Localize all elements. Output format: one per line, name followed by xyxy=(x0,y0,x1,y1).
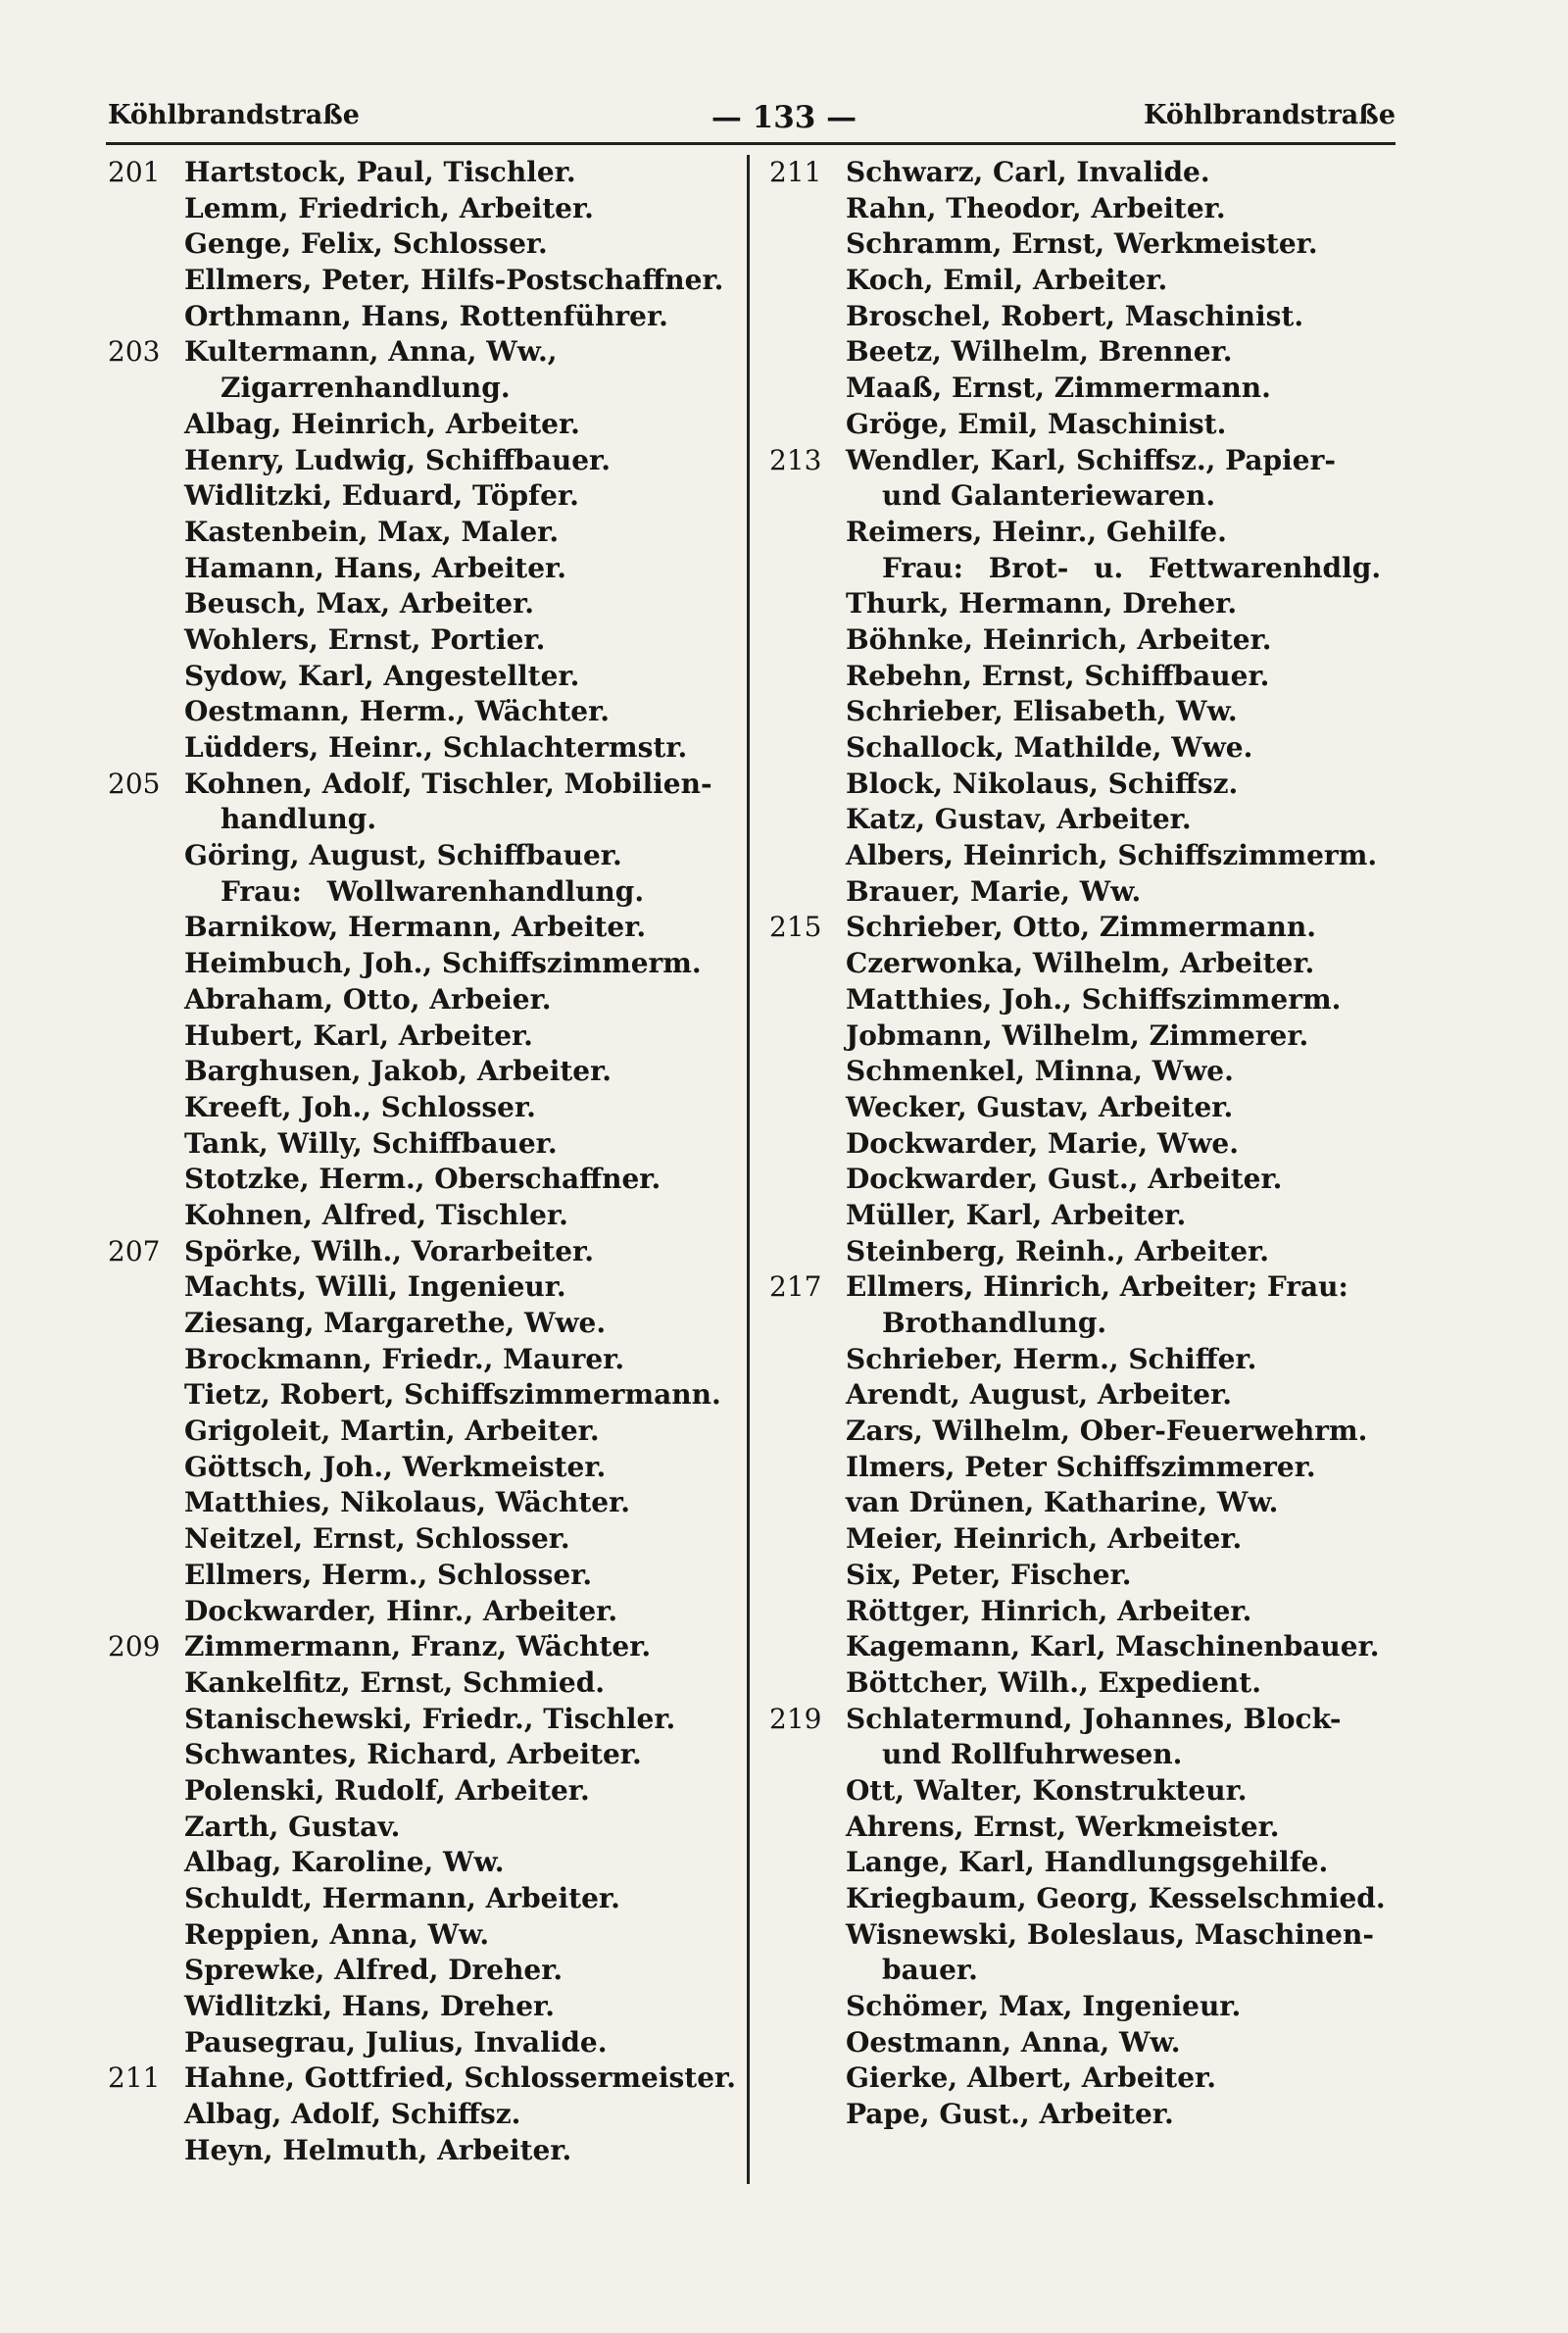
directory-entry xyxy=(108,1018,737,1055)
resident-name: Pausegrau, Julius, Invalide. xyxy=(184,2025,608,2059)
directory-entry xyxy=(108,1234,737,1270)
resident-name: Spörke, Wilh., Vorarbeiter. xyxy=(184,1234,594,1267)
page-number: — 133 — xyxy=(710,100,858,135)
directory-entry xyxy=(769,1450,1404,1486)
entry-continuation: Frau: Brot- u. Fettwarenhdlg. xyxy=(882,551,1382,584)
directory-entry xyxy=(108,155,737,191)
resident-name: Neitzel, Ernst, Schlosser. xyxy=(184,1522,570,1556)
resident-name: Böttcher, Wilh., Expedient. xyxy=(846,1665,1261,1699)
directory-entry xyxy=(769,802,1404,838)
resident-name: Göring, August, Schiffbauer. xyxy=(184,839,622,872)
resident-name: Kreeft, Joh., Schlosser. xyxy=(184,1090,536,1123)
directory-entry xyxy=(108,407,737,443)
directory-entry xyxy=(769,1126,1404,1163)
directory-entry xyxy=(769,1306,1404,1342)
resident-name: Sprewke, Alfred, Dreher. xyxy=(184,1954,564,1987)
directory-entry xyxy=(108,1342,737,1378)
directory-entry xyxy=(769,299,1404,335)
directory-entry xyxy=(769,946,1404,982)
directory-entry xyxy=(108,1090,737,1126)
resident-name: Grigoleit, Martin, Arbeiter. xyxy=(184,1415,600,1448)
directory-entry xyxy=(769,1558,1404,1594)
resident-name: Beetz, Wilhelm, Brenner. xyxy=(846,335,1233,369)
directory-entry xyxy=(769,1594,1404,1630)
entry-continuation: Brothandlung. xyxy=(882,1307,1107,1339)
resident-name: Schuldt, Hermann, Arbeiter. xyxy=(184,1882,620,1914)
resident-name: Dockwarder, Marie, Wwe. xyxy=(846,1126,1239,1160)
directory-entry xyxy=(108,334,737,371)
resident-name: Oestmann, Anna, Ww. xyxy=(846,2025,1181,2059)
resident-name: Zarth, Gustav. xyxy=(184,1810,401,1843)
resident-name: Ott, Walter, Konstrukteur. xyxy=(846,1773,1248,1807)
directory-entry xyxy=(108,1377,737,1414)
directory-entry xyxy=(769,1881,1404,1917)
resident-name: Ellmers, Peter, Hilfs-Postschaffner. xyxy=(184,264,724,297)
directory-entry xyxy=(769,2060,1404,2097)
directory-entry xyxy=(769,1665,1404,1702)
directory-entry xyxy=(108,874,737,911)
resident-name: Schramm, Ernst, Werkmeister. xyxy=(846,227,1318,261)
directory-entry xyxy=(108,694,737,730)
directory-entry xyxy=(769,767,1404,803)
resident-name: Schallock, Mathilde, Wwe. xyxy=(846,731,1253,764)
resident-name: Machts, Willi, Ingenieur. xyxy=(184,1270,566,1304)
directory-entry xyxy=(108,515,737,551)
resident-name: Ahrens, Ernst, Werkmeister. xyxy=(846,1810,1280,1843)
resident-name: Kankelfitz, Ernst, Schmied. xyxy=(184,1665,606,1699)
resident-name: Arendt, August, Arbeiter. xyxy=(846,1378,1233,1412)
resident-name: Röttger, Hinrich, Arbeiter. xyxy=(846,1594,1252,1627)
header-rule xyxy=(106,142,1396,145)
resident-name: Genge, Felix, Schlosser. xyxy=(184,227,548,261)
resident-name: Schömer, Max, Ingenieur. xyxy=(846,1990,1242,2023)
resident-name: Albers, Heinrich, Schiffszimmerm. xyxy=(846,839,1378,872)
directory-entry xyxy=(769,910,1404,946)
resident-name: Koch, Emil, Arbeiter. xyxy=(846,264,1168,297)
right-column xyxy=(769,155,1404,2133)
resident-name: Dockwarder, Hinr., Arbeiter. xyxy=(184,1594,618,1627)
directory-entry xyxy=(108,910,737,946)
directory-entry xyxy=(108,1521,737,1558)
directory-entry xyxy=(769,1054,1404,1090)
directory-entry xyxy=(769,1702,1404,1738)
resident-name: Ellmers, Herm., Schlosser. xyxy=(184,1558,593,1591)
directory-entry xyxy=(108,982,737,1018)
resident-name: Czerwonka, Wilhelm, Arbeiter. xyxy=(846,947,1315,980)
resident-name: Heyn, Helmuth, Arbeiter. xyxy=(184,2133,572,2166)
directory-entry xyxy=(769,1234,1404,1270)
running-head-left: Köhlbrandstraße xyxy=(108,100,360,130)
resident-name: Ilmers, Peter Schiffszimmerer. xyxy=(846,1450,1316,1483)
directory-entry xyxy=(108,551,737,587)
resident-name: Schlatermund, Johannes, Block- xyxy=(846,1702,1342,1735)
resident-name: Meier, Heinrich, Arbeiter. xyxy=(846,1522,1243,1556)
directory-entry xyxy=(108,1485,737,1521)
resident-name: Kohnen, Adolf, Tischler, Mobilien- xyxy=(184,767,712,800)
resident-name: Hahne, Gottfried, Schlossermeister. xyxy=(184,2061,736,2095)
resident-name: Wohlers, Ernst, Portier. xyxy=(184,622,546,656)
directory-entry xyxy=(108,2025,737,2061)
resident-name: Dockwarder, Gust., Arbeiter. xyxy=(846,1163,1283,1196)
entry-continuation: Zigarrenhandlung. xyxy=(220,372,511,405)
resident-name: Wecker, Gustav, Arbeiter. xyxy=(846,1090,1234,1123)
directory-entry xyxy=(769,1377,1404,1414)
resident-name: Rebehn, Ernst, Schiffbauer. xyxy=(846,659,1270,692)
directory-entry xyxy=(769,1414,1404,1450)
resident-name: Gröge, Emil, Maschinist. xyxy=(846,407,1227,440)
resident-name: Lüdders, Heinr., Schlachtermstr. xyxy=(184,731,688,764)
directory-entry xyxy=(108,1054,737,1090)
directory-entry xyxy=(769,1953,1404,1989)
directory-entry xyxy=(108,191,737,227)
resident-name: Hubert, Karl, Arbeiter. xyxy=(184,1018,533,1052)
directory-entry xyxy=(769,874,1404,911)
directory-entry xyxy=(769,191,1404,227)
resident-name: Widlitzki, Eduard, Töpfer. xyxy=(184,479,579,513)
directory-entry xyxy=(108,478,737,515)
resident-name: Schwantes, Richard, Arbeiter. xyxy=(184,1738,642,1771)
directory-entry xyxy=(108,838,737,874)
directory-entry xyxy=(108,1702,737,1738)
directory-entry xyxy=(769,1342,1404,1378)
entry-continuation: und Galanteriewaren. xyxy=(882,479,1216,513)
resident-name: Tank, Willy, Schiffbauer. xyxy=(184,1126,558,1160)
directory-entry xyxy=(108,1989,737,2025)
resident-name: Kriegbaum, Georg, Kesselschmied. xyxy=(846,1882,1386,1914)
directory-entry xyxy=(108,1665,737,1702)
house-number: 201 xyxy=(108,156,161,188)
directory-entry xyxy=(769,1090,1404,1126)
directory-entry xyxy=(108,443,737,479)
directory-entry xyxy=(108,2133,737,2169)
directory-entry xyxy=(769,478,1404,515)
directory-entry xyxy=(108,1558,737,1594)
resident-name: Steinberg, Reinh., Arbeiter. xyxy=(846,1234,1270,1267)
directory-entry xyxy=(769,2097,1404,2133)
resident-name: Gierke, Albert, Arbeiter. xyxy=(846,2061,1216,2095)
resident-name: Broschel, Robert, Maschinist. xyxy=(846,299,1304,332)
directory-entry xyxy=(108,622,737,659)
resident-name: Hamann, Hans, Arbeiter. xyxy=(184,551,566,584)
house-number: 215 xyxy=(769,911,822,944)
resident-name: Schrieber, Otto, Zimmermann. xyxy=(846,911,1316,944)
resident-name: Heimbuch, Joh., Schiffszimmerm. xyxy=(184,947,702,980)
resident-name: Rahn, Theodor, Arbeiter. xyxy=(846,191,1226,224)
house-number: 203 xyxy=(108,335,161,369)
directory-entry xyxy=(108,1881,737,1917)
resident-name: Thurk, Hermann, Dreher. xyxy=(846,587,1238,620)
directory-entry xyxy=(769,1989,1404,2025)
directory-entry xyxy=(769,1845,1404,1881)
directory-entry xyxy=(769,2025,1404,2061)
resident-name: Lemm, Friedrich, Arbeiter. xyxy=(184,191,594,224)
resident-name: Schrieber, Elisabeth, Ww. xyxy=(846,695,1238,728)
directory-entry xyxy=(108,1414,737,1450)
resident-name: Polenski, Rudolf, Arbeiter. xyxy=(184,1773,590,1807)
resident-name: Ziesang, Margarethe, Wwe. xyxy=(184,1307,607,1339)
resident-name: Maaß, Ernst, Zimmermann. xyxy=(846,372,1271,405)
directory-entry xyxy=(108,1845,737,1881)
resident-name: Zars, Wilhelm, Ober-Feuerwehrm. xyxy=(846,1415,1368,1448)
resident-name: Albag, Adolf, Schiffsz. xyxy=(184,2098,521,2131)
resident-name: Brauer, Marie, Ww. xyxy=(846,874,1142,908)
entry-continuation: handlung. xyxy=(220,803,377,836)
house-number: 205 xyxy=(108,767,161,800)
directory-entry xyxy=(108,730,737,767)
resident-name: Six, Peter, Fischer. xyxy=(846,1558,1132,1591)
directory-entry xyxy=(108,1773,737,1810)
directory-entry xyxy=(108,767,737,803)
directory-entry xyxy=(108,1198,737,1234)
directory-entry xyxy=(769,982,1404,1018)
directory-entry xyxy=(769,515,1404,551)
directory-entry xyxy=(769,1629,1404,1665)
directory-entry xyxy=(769,551,1404,587)
resident-name: Matthies, Joh., Schiffszimmerm. xyxy=(846,982,1342,1016)
entry-continuation: und Rollfuhrwesen. xyxy=(882,1738,1183,1771)
resident-name: Reppien, Anna, Ww. xyxy=(184,1917,490,1951)
directory-entry xyxy=(769,622,1404,659)
resident-name: Kohnen, Alfred, Tischler. xyxy=(184,1198,568,1231)
resident-name: Schrieber, Herm., Schiffer. xyxy=(846,1342,1257,1375)
resident-name: Zimmermann, Franz, Wächter. xyxy=(184,1630,652,1663)
resident-name: Henry, Ludwig, Schiffbauer. xyxy=(184,443,611,476)
resident-name: Orthmann, Hans, Rottenführer. xyxy=(184,299,668,332)
directory-entry xyxy=(769,659,1404,695)
resident-name: Abraham, Otto, Arbeier. xyxy=(184,982,552,1016)
directory-entry xyxy=(108,2060,737,2097)
resident-name: Kagemann, Karl, Maschinenbauer. xyxy=(846,1630,1380,1663)
resident-name: Ellmers, Hinrich, Arbeiter; Frau: xyxy=(846,1270,1348,1304)
directory-entry xyxy=(108,1917,737,1954)
directory-entry xyxy=(769,838,1404,874)
directory-entry xyxy=(769,263,1404,299)
resident-name: Göttsch, Joh., Werkmeister. xyxy=(184,1450,607,1483)
house-number: 209 xyxy=(108,1630,161,1663)
resident-name: Brockmann, Friedr., Maurer. xyxy=(184,1342,625,1375)
resident-name: Hartstock, Paul, Tischler. xyxy=(184,156,576,188)
house-number: 211 xyxy=(108,2061,161,2095)
directory-entry xyxy=(108,1810,737,1846)
entry-continuation: bauer. xyxy=(882,1954,978,1987)
resident-name: Schwarz, Carl, Invalide. xyxy=(846,156,1210,188)
resident-name: Lange, Karl, Handlungsgehilfe. xyxy=(846,1846,1329,1879)
running-head-right: Köhlbrandstraße xyxy=(1144,100,1396,130)
directory-entry xyxy=(108,2097,737,2133)
directory-entry xyxy=(769,1773,1404,1810)
house-number: 207 xyxy=(108,1234,161,1267)
directory-entry xyxy=(769,586,1404,622)
resident-name: Jobmann, Wilhelm, Zimmerer. xyxy=(846,1018,1309,1052)
resident-name: Barnikow, Hermann, Arbeiter. xyxy=(184,911,647,944)
resident-name: Wendler, Karl, Schiffsz., Papier- xyxy=(846,443,1336,476)
directory-entry xyxy=(108,1594,737,1630)
resident-name: Albag, Karoline, Ww. xyxy=(184,1846,505,1879)
resident-name: Reimers, Heinr., Gehilfe. xyxy=(846,515,1227,548)
directory-entry xyxy=(108,1306,737,1342)
column-divider xyxy=(747,155,750,2184)
directory-entry xyxy=(108,586,737,622)
directory-entry xyxy=(108,946,737,982)
resident-name: Kastenbein, Max, Maler. xyxy=(184,515,560,548)
directory-entry xyxy=(769,1917,1404,1954)
directory-entry xyxy=(108,299,737,335)
resident-name: Albag, Heinrich, Arbeiter. xyxy=(184,407,580,440)
resident-name: Matthies, Nikolaus, Wächter. xyxy=(184,1486,631,1519)
resident-name: Widlitzki, Hans, Dreher. xyxy=(184,1990,555,2023)
directory-entry xyxy=(769,443,1404,479)
directory-entry xyxy=(769,694,1404,730)
directory-entry xyxy=(108,1269,737,1306)
resident-name: van Drünen, Katharine, Ww. xyxy=(846,1486,1279,1519)
directory-entry xyxy=(769,1162,1404,1198)
directory-entry xyxy=(769,1269,1404,1306)
resident-name: Barghusen, Jakob, Arbeiter. xyxy=(184,1055,612,1088)
resident-name: Böhnke, Heinrich, Arbeiter. xyxy=(846,622,1272,656)
directory-entry xyxy=(769,155,1404,191)
directory-entry xyxy=(108,802,737,838)
left-column xyxy=(108,155,737,2169)
directory-entry xyxy=(108,1737,737,1773)
directory-entry xyxy=(769,226,1404,263)
house-number: 213 xyxy=(769,443,822,476)
directory-entry xyxy=(769,407,1404,443)
directory-entry xyxy=(108,1629,737,1665)
resident-name: Wisnewski, Boleslaus, Maschinen- xyxy=(846,1917,1374,1951)
directory-entry xyxy=(769,1810,1404,1846)
directory-entry xyxy=(108,1162,737,1198)
house-number: 211 xyxy=(769,156,822,188)
directory-entry xyxy=(769,730,1404,767)
resident-name: Tietz, Robert, Schiffszimmermann. xyxy=(184,1378,721,1412)
directory-entry xyxy=(108,263,737,299)
house-number: 219 xyxy=(769,1702,822,1735)
directory-entry xyxy=(769,334,1404,371)
entry-continuation: Frau: Wollwarenhandlung. xyxy=(220,874,645,908)
resident-name: Kultermann, Anna, Ww., xyxy=(184,335,558,369)
directory-entry xyxy=(108,1126,737,1163)
house-number: 217 xyxy=(769,1270,822,1304)
resident-name: Katz, Gustav, Arbeiter. xyxy=(846,803,1192,836)
directory-entry xyxy=(108,226,737,263)
directory-entry xyxy=(769,1198,1404,1234)
resident-name: Sydow, Karl, Angestellter. xyxy=(184,659,580,692)
resident-name: Müller, Karl, Arbeiter. xyxy=(846,1198,1187,1231)
directory-entry xyxy=(769,1485,1404,1521)
resident-name: Block, Nikolaus, Schiffsz. xyxy=(846,767,1239,800)
directory-entry xyxy=(769,1521,1404,1558)
directory-entry xyxy=(108,371,737,407)
directory-entry xyxy=(769,371,1404,407)
resident-name: Stotzke, Herm., Oberschaffner. xyxy=(184,1163,662,1196)
directory-entry xyxy=(769,1737,1404,1773)
directory-entry xyxy=(769,1018,1404,1055)
resident-name: Beusch, Max, Arbeiter. xyxy=(184,587,535,620)
directory-entry xyxy=(108,1450,737,1486)
directory-entry xyxy=(108,659,737,695)
resident-name: Schmenkel, Minna, Wwe. xyxy=(846,1055,1234,1088)
directory-entry xyxy=(108,1953,737,1989)
resident-name: Pape, Gust., Arbeiter. xyxy=(846,2098,1174,2131)
resident-name: Oestmann, Herm., Wächter. xyxy=(184,695,611,728)
resident-name: Stanischewski, Friedr., Tischler. xyxy=(184,1702,676,1735)
